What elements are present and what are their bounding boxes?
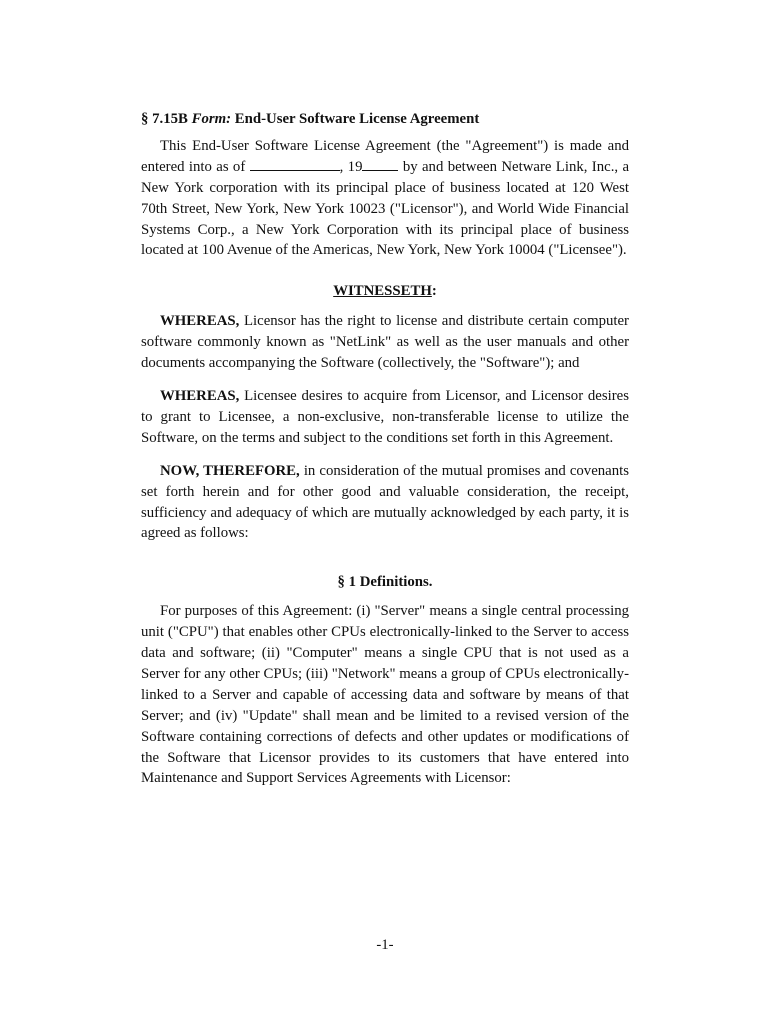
intro-text-1: This End-User Software License Agreement (the "Agreement") is made and entered into as of [141, 137, 629, 175]
date-blank [250, 157, 340, 171]
recital-paragraph [141, 311, 629, 374]
witnesseth-text: WITNESSETH [333, 283, 432, 300]
recital-paragraph [141, 386, 629, 449]
recital-text: Licensee desires to acquire from Licensor, and Licensor desires to grant to Licensee, a non-exclusive, non-transferable license to utilize the Software, on the terms and subject to the conditions set forth in this Agreement. [141, 387, 629, 446]
section-number: § 7.15B [141, 111, 188, 127]
recital-paragraph [141, 461, 629, 545]
recital-text: Licensor has the right to license and distribute certain computer software commonly known as "NetLink" as well as the user manuals and other documents accompanying the Software (collectively, the "Software"); and [141, 313, 629, 372]
recital-text: in consideration of the mutual promises and covenants set forth herein and for other good and valuable consideration, the receipt, sufficiency and adequacy of which are mutually acknowledged by each party, it is agreed as follows: [141, 462, 629, 542]
recital-lead: WHEREAS, [160, 313, 240, 330]
document-page [141, 109, 629, 789]
year-blank [362, 157, 398, 171]
page-number: -1- [376, 937, 394, 953]
intro-paragraph [141, 136, 629, 261]
intro-text-2: , 19 [339, 158, 363, 175]
agreement-title: End-User Software License Agreement [234, 111, 480, 127]
recital-lead: WHEREAS, [160, 387, 240, 404]
form-label: Form: [191, 111, 232, 127]
intro-text-3: by and between Netware Link, Inc., a New York corporation with its principal place of business located at 120 West 70th Street, New York, New York 10023 ("Licensor"), and World Wide Financial Systems Corp., a New York Corporation with its principal place of business located at 100 Avenue of the Americas, New York, New York 10004 ("Licensee"). [141, 158, 630, 259]
document-title [141, 109, 629, 130]
witnesseth-heading [141, 281, 629, 302]
recital-lead: NOW, THEREFORE, [160, 462, 300, 479]
definitions-paragraph: For purposes of this Agreement: (i) "Server" means a single central processing unit ("CPU") that enables other CPUs electronically-linked to the Server to access data and software; (ii) "Computer" means a single CPU that is not used as a Server for any other CPUs; (iii) "Network" means a group of CPUs electronically-linked to a Server and capable of accessing data and software by means of that Server; and (iv) "Update" shall mean and be limited to a revised version of the Software containing corrections of defects and other updates or modifications of the Software that Licensor provides to its customers that have entered into Maintenance and Support Services Agreements with Licensor: [141, 603, 629, 787]
witnesseth-colon: : [431, 283, 437, 300]
section-heading: § 1 Definitions. [337, 574, 433, 591]
